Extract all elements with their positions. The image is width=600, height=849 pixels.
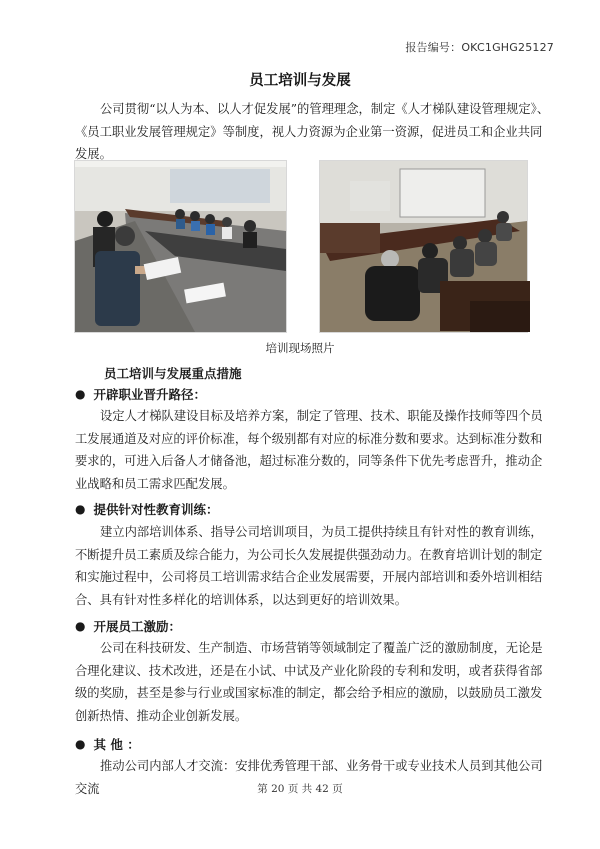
report-number: 报告编号：OKC1GHG25127 bbox=[405, 41, 554, 54]
photo-caption: 培训现场照片 bbox=[265, 341, 335, 355]
measure-heading-label: 提供针对性教育训练： bbox=[93, 502, 219, 517]
measure-text-training: 建立内部培训体系、指导公司培训项目，为员工提供持续且有针对性的教育训练，不断提升员工素质及综合能力，为公司长久发展提供强劲动力。在教育培训计划的制定和实施过程中，公司将员工培训需求结合企业发展需要，开展内部培训和委外培训相结合、具有针对性多样化的培训体系，以达到更好的培训效果。 bbox=[75, 525, 543, 607]
section-title: 员工培训与发展重点措施 bbox=[104, 366, 242, 381]
training-photo-left bbox=[74, 160, 287, 333]
measure-heading-label: 其 他 ： bbox=[93, 737, 140, 752]
bullet-icon: ● bbox=[75, 737, 86, 751]
measure-text-incentive: 公司在科技研发、生产制造、市场营销等领域制定了覆盖广泛的激励制度，无论是合理化建议、技术改进，还是在小试、中试及产业化阶段的专利和发明，或者获得省部级的奖励，甚至是参与行业或国家标准的制定，都会给予相应的激励，以鼓励员工激发创新热情、推动企业创新发展。 bbox=[75, 641, 543, 723]
measure-text-career-path: 设定人才梯队建设目标及培养方案，制定了管理、技术、职能及操作技师等四个员工发展通道及对应的评价标准，每个级别都有对应的标准分数和要求。达到标准分数和要求的，可进入后备人才储备池，超过标准分数的，同等条件下优先考虑晋升，推动企业战略和员工需求匹配发展。 bbox=[75, 409, 543, 491]
bullet-icon: ● bbox=[75, 387, 86, 401]
intro-paragraph: 公司贯彻“以人为本、以人才促发展”的管理理念，制定《人才梯队建设管理规定》、《员工职业发展管理规定》等制度，视人力资源为企业第一资源，促进员工和企业共同发展。 bbox=[75, 102, 550, 161]
measure-heading-other bbox=[75, 735, 140, 753]
training-photo-right bbox=[319, 160, 528, 333]
page-number: 第 20 页 共 42 页 bbox=[257, 783, 343, 795]
measure-text-other: 推动公司内部人才交流：安排优秀管理干部、业务骨干或专业技术人员到其他公司交流 bbox=[75, 759, 543, 796]
measure-heading-incentive bbox=[75, 617, 181, 635]
measure-heading-label: 开辟职业晋升路径： bbox=[93, 387, 206, 402]
page-title: 员工培训与发展 bbox=[249, 73, 351, 89]
bullet-icon: ● bbox=[75, 619, 86, 633]
measure-heading-training bbox=[75, 500, 219, 518]
measure-heading-label: 开展员工激励： bbox=[93, 619, 181, 634]
measure-heading-career-path bbox=[75, 385, 206, 403]
bullet-icon: ● bbox=[75, 502, 86, 516]
